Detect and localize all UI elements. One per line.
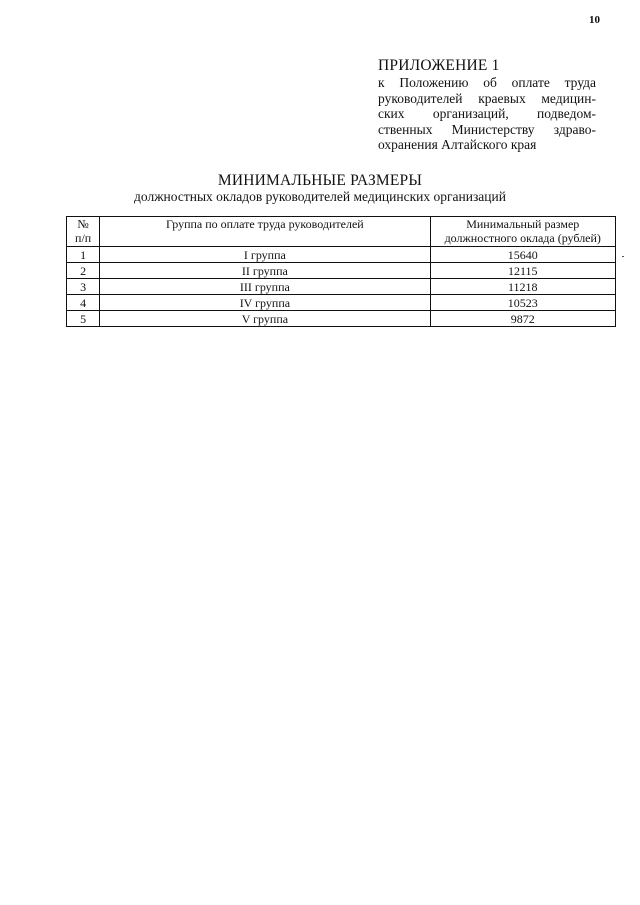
row-salary-cell: 15640 bbox=[430, 247, 616, 263]
row-num-cell: 3 bbox=[67, 279, 100, 295]
header-salary-line1: Минимальный размер bbox=[466, 217, 580, 231]
appendix-line: ских организаций, подведом- bbox=[378, 106, 596, 121]
row-group-cell: II группа bbox=[100, 263, 430, 279]
scan-speck bbox=[622, 256, 624, 257]
table-row bbox=[67, 263, 616, 279]
row-group-cell: III группа bbox=[100, 279, 430, 295]
header-salary-line2: должностного оклада (рублей) bbox=[444, 230, 601, 245]
header-num-line2: п/п bbox=[75, 230, 92, 245]
table-row bbox=[67, 311, 616, 327]
row-salary-cell: 11218 bbox=[430, 279, 616, 295]
document-title: МИНИМАЛЬНЫЕ РАЗМЕРЫ bbox=[217, 172, 423, 189]
appendix-line: охранения Алтайского края bbox=[378, 137, 537, 152]
table-row bbox=[67, 279, 616, 295]
header-cell-group bbox=[100, 217, 430, 247]
appendix-line: ственных Министерству здраво- bbox=[378, 121, 596, 137]
salary-table bbox=[66, 216, 616, 327]
row-group-cell: V группа bbox=[100, 311, 430, 327]
row-num-cell: 4 bbox=[67, 295, 100, 311]
table-header-row bbox=[67, 217, 616, 247]
header-group-label: Группа по оплате труда руководителей bbox=[166, 217, 364, 231]
document-heading bbox=[0, 172, 640, 205]
row-group-cell: I группа bbox=[100, 247, 430, 263]
appendix-title: ПРИЛОЖЕНИЕ 1 bbox=[378, 57, 500, 74]
row-salary-cell: 12115 bbox=[430, 263, 616, 279]
header-num-line1: № bbox=[77, 217, 89, 231]
page-number: 10 bbox=[589, 14, 600, 26]
row-group-cell: IV группа bbox=[100, 295, 430, 311]
appendix-line: к Положению об оплате труда bbox=[378, 75, 596, 90]
row-salary-cell: 10523 bbox=[430, 295, 616, 311]
table-row bbox=[67, 247, 616, 263]
row-salary-cell: 9872 bbox=[430, 311, 616, 327]
appendix-block bbox=[378, 56, 596, 153]
document-subtitle: должностных окладов руководителей медицинских организаций bbox=[134, 189, 506, 204]
table-row bbox=[67, 295, 616, 311]
appendix-description bbox=[378, 75, 596, 153]
row-num-cell: 5 bbox=[67, 311, 100, 327]
row-num-cell: 2 bbox=[67, 263, 100, 279]
appendix-line: руководителей краевых медицин- bbox=[378, 90, 596, 106]
header-cell-num bbox=[67, 217, 100, 247]
table-header bbox=[67, 217, 616, 247]
header-cell-salary bbox=[430, 217, 616, 247]
row-num-cell: 1 bbox=[67, 247, 100, 263]
table-body bbox=[67, 247, 616, 327]
